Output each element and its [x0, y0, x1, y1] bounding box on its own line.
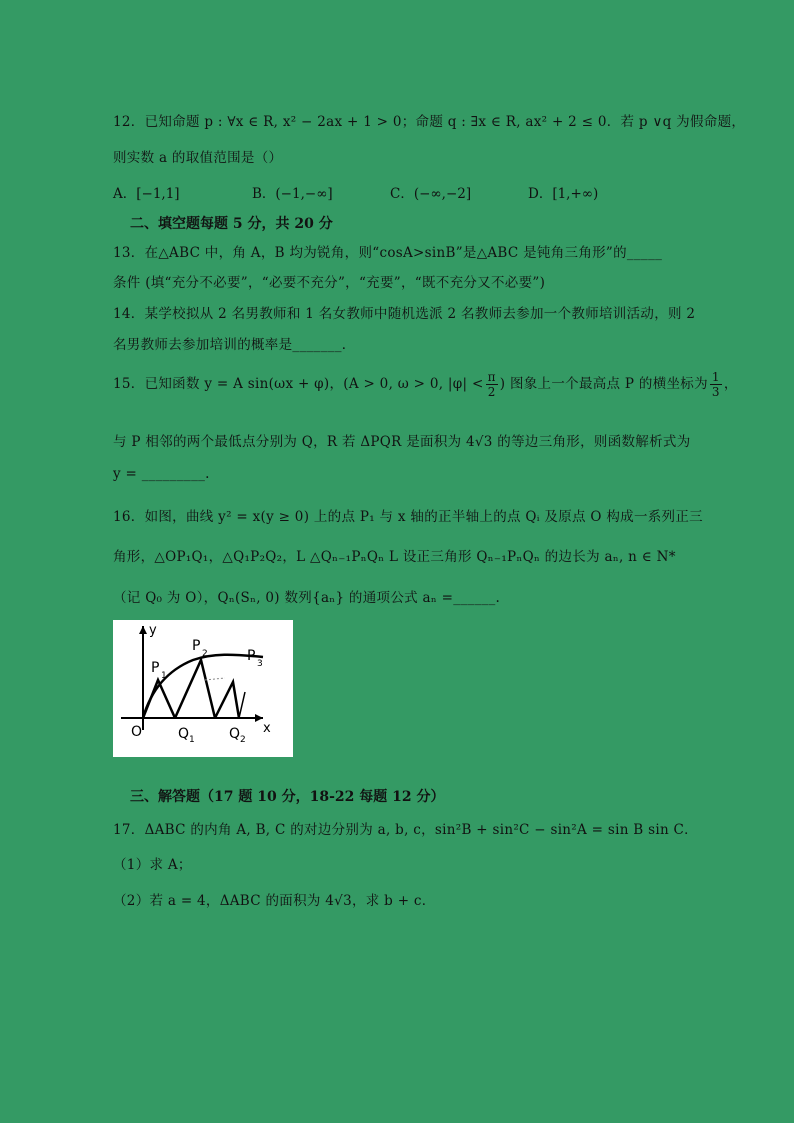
curve-triangle-figure: [113, 620, 293, 757]
q17-part1: （1）求 A；: [113, 857, 192, 873]
triangle-3: [215, 682, 239, 718]
section3-heading: 三、解答题（17 题 10 分，18-22 每题 12 分）: [130, 789, 445, 805]
q16-line3: （记 Q₀ 为 O），Qₙ(Sₙ, 0) 数列{aₙ} 的通项公式 aₙ =______.: [113, 590, 501, 606]
q16-line2: 角形，△OP₁Q₁，△Q₁P₂Q₂，L △Qₙ₋₁PₙQₙ L 设正三角形 Qₙ₋₁PₙQₙ 的边长为 aₙ, n ∈ N*: [113, 549, 676, 565]
pi-over-two-fraction: $\frac{\pi}{2}$: [487, 370, 496, 399]
q15-line1-part-a: 15．已知函数 y = A sin(ωx + φ)，(A > 0, ω > 0, |φ| <: [113, 376, 484, 392]
x-axis-label: x: [263, 721, 271, 736]
q12-option-a: A．[−1,1]: [113, 186, 180, 202]
one-third-fraction: $\frac{1}{3}$: [711, 370, 720, 399]
q12-option-c: C．(−∞,−2]: [390, 186, 472, 202]
p2-label: P: [192, 638, 201, 654]
triangle-2: [175, 660, 215, 718]
q14-line2: 名男教师去参加培训的概率是_______．: [113, 337, 356, 353]
q17-part2: （2）若 a = 4，ΔABC 的面积为 4√3，求 b + c．: [113, 893, 436, 909]
p1-subscript: 1: [161, 671, 167, 681]
q15-line3: y = _________.: [113, 466, 210, 482]
q1-subscript: 1: [189, 735, 195, 745]
y-axis-label: y: [149, 623, 157, 638]
q12-line2: 则实数 a 的取值范围是（）: [113, 150, 283, 166]
q2-label: Q: [229, 726, 241, 742]
x-axis-arrow-icon: [255, 714, 263, 722]
q15-line1: 15．已知函数 y = A sin(ωx + φ)，(A > 0, ω > 0, |φ| < $\frac{\pi}{2}$ ) 图象上一个最高点 P 的横坐标为 $\frac{1}{3}$ ，: [113, 370, 738, 399]
figure-svg: [113, 620, 293, 757]
q12-option-d: D．[1,+∞): [528, 186, 599, 202]
p1-label: P: [151, 660, 160, 676]
q12-line1: 12．已知命题 p : ∀x ∈ R, x² − 2ax + 1 > 0；命题 q : ∃x ∈ R, ax² + 2 ≤ 0．若 p ∨q 为假命题，: [113, 114, 746, 130]
q15-line1-part-b: ) 图象上一个最高点 P 的横坐标为: [499, 376, 708, 392]
q12-option-b: B．(−1,−∞]: [252, 186, 333, 202]
partial-line: [239, 692, 245, 718]
q17-line1: 17．ΔABC 的内角 A, B, C 的对边分别为 a, b, c，sin²B + sin²C − sin²A = sin B sin C．: [113, 822, 698, 838]
q14-line1: 14．某学校拟从 2 名男教师和 1 名女教师中随机选派 2 名教师去参加一个教师培训活动，则 2: [113, 306, 696, 322]
origin-label: O: [131, 724, 143, 740]
q15-line2: 与 P 相邻的两个最低点分别为 Q，R 若 ΔPQR 是面积为 4√3 的等边三角形，则函数解析式为: [113, 434, 691, 450]
q13-line2: 条件 (填“充分不必要”，“必要不充分”，“充要”，“既不充分又不必要”): [113, 275, 546, 291]
q2-subscript: 2: [240, 735, 246, 745]
section2-heading: 二、填空题每题 5 分，共 20 分: [130, 216, 333, 232]
q13-line1: 13．在△ABC 中，角 A，B 均为锐角，则“cosA>sinB”是△ABC 是钝角三角形”的_____: [113, 245, 663, 261]
p3-subscript: 3: [257, 659, 263, 669]
p3-label: P: [247, 648, 256, 664]
y-axis-arrow-icon: [139, 626, 147, 634]
faint-mark: [205, 678, 225, 680]
p2-subscript: 2: [202, 649, 208, 659]
q16-line1: 16．如图，曲线 y² = x(y ≥ 0) 上的点 P₁ 与 x 轴的正半轴上的点 Qᵢ 及原点 O 构成一系列正三: [113, 509, 703, 525]
q1-label: Q: [178, 726, 190, 742]
